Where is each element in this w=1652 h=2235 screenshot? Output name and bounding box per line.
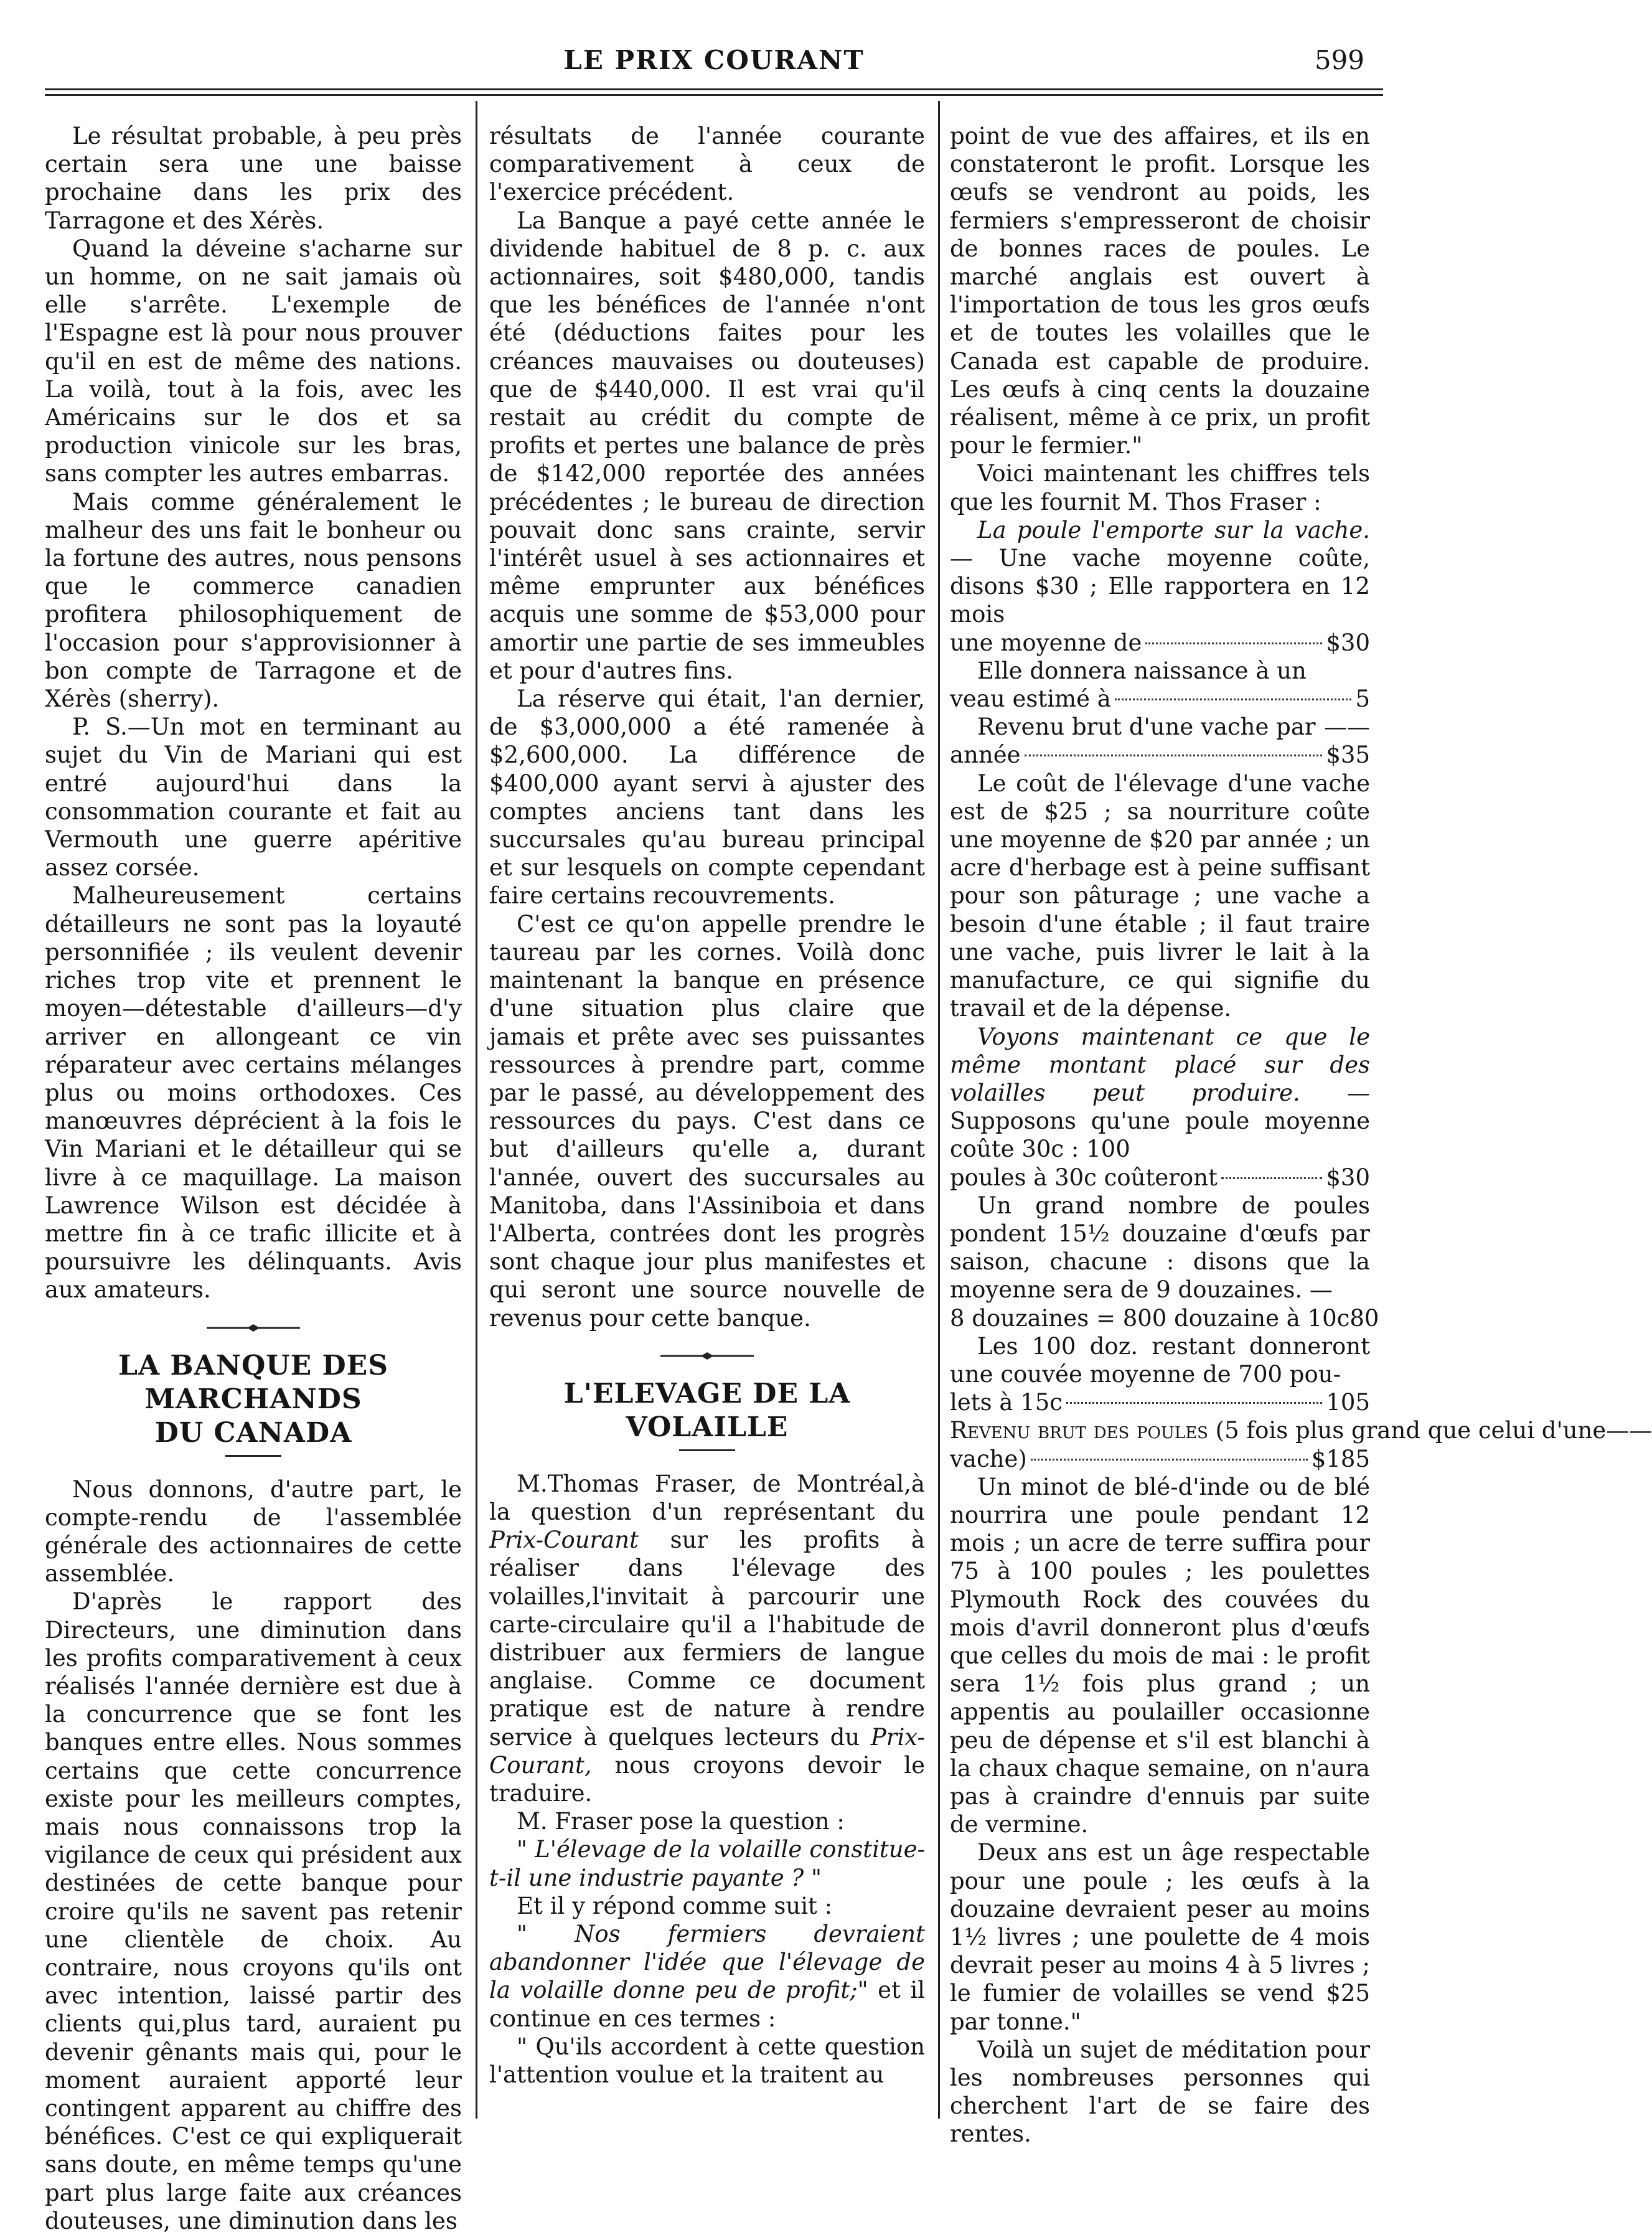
ledger-value: 105 bbox=[1326, 1389, 1370, 1416]
paragraph: Nous donnons, d'autre part, le compte-rendu de l'assemblée générale des actionnaires de cette assemblée. bbox=[45, 1475, 462, 1588]
ledger-label: poules à 30c coûteront bbox=[950, 1164, 1218, 1191]
ledger-label: veau estimé à bbox=[950, 685, 1111, 713]
leader-dots bbox=[1145, 642, 1322, 644]
ledger-value: $30 bbox=[1326, 1164, 1370, 1191]
paragraph: Le résultat probable, à peu près certain sera une une baisse prochaine dans les prix des Tarragone et des Xérès. bbox=[45, 123, 462, 234]
ledger-row bbox=[950, 1445, 1370, 1473]
header-rule-bottom bbox=[45, 94, 1383, 96]
text-run: — Supposons qu'une poule moyenne coûte 30c : 100 bbox=[950, 1079, 1370, 1163]
paragraph: Deux ans est un âge respectable pour une poule ; les œufs à la douzaine devraient peser au moins 1½ livres ; une poulette de 4 mois devrait peser au moins 4 à 5 livres ; le fumier de volailles se vend $25 par tonne." bbox=[950, 1839, 1370, 2035]
ledger-label: 8 douzaines = 800 douzaine à 10c bbox=[950, 1304, 1350, 1332]
header-rule-top bbox=[45, 88, 1383, 90]
ledger-label: une moyenne de bbox=[950, 629, 1142, 656]
small-caps-text: Revenu brut des poules bbox=[950, 1417, 1208, 1444]
ornament-divider bbox=[660, 1351, 754, 1361]
ledger-row bbox=[950, 685, 1370, 713]
text-run: sur les profits à réaliser dans l'élevage des volailles,l'invitait à parcourir une carte-circulaire qu'il a l'habitude de distribuer aux fermiers de langue anglaise. Comme ce document pratique est de nature à rendre service à quelques lecteurs du bbox=[489, 1527, 925, 1751]
text-run: M.Thomas Fraser, de Montréal,à la question d'un représentant du bbox=[489, 1470, 925, 1525]
paragraph: La Banque a payé cette année le dividende habituel de 8 p. c. aux actionnaires, soit $480,000, tandis que les bénéfices de l'année n'ont été (déductions faites pour les créances mauvaises ou douteuses) que de $440,000. Il est vrai qu'il restait au crédit du compte de profits et pertes une balance de près de $142,000 reportée des années précédentes ; le bureau de direction pouvait donc sans crainte, servir l'intérêt usuel à ses actionnaires et même emprunter aux bénéfices acquis une somme de $53,000 pour amortir une partie de ses immeubles et pour d'autres fins. bbox=[489, 207, 925, 684]
paragraph: Elle donnera naissance à un bbox=[977, 657, 1307, 684]
leader-dots bbox=[1066, 1402, 1322, 1404]
ledger-value: 5 bbox=[1355, 685, 1370, 713]
quoted-question: " L'élevage de la volaille constitue-t-il une industrie payante ? " bbox=[489, 1836, 925, 1891]
column-divider-1 bbox=[476, 101, 477, 2119]
ledger-value: $35 bbox=[1326, 741, 1370, 769]
paragraph: Malheureusement certains détailleurs ne sont pas la loyauté personnifiée ; ils veulent devenir riches trop vite et prennent le moyen—détestable d'ailleurs—d'y arriver en allongeant ce vin réparateur avec certains mélanges plus ou moins orthodoxes. Ces manœuvres déprécient à la fois le Vin Mariani et le détailleur qui se livre à ce maquillage. La maison Lawrence Wilson est décidée à mettre fin à ce trafic illicite et à poursuivre les délinquants. Avis aux amateurs. bbox=[45, 882, 462, 1304]
paragraph: " Qu'ils accordent à cette question l'attention voulue et la traitent au bbox=[489, 2033, 925, 2088]
paragraph: Mais comme généralement le malheur des uns fait le bonheur ou la fortune des autres, nous pensons que le commerce canadien profitera philosophiquement de l'occasion pour s'approvisionner à bon compte de Tarragone et de Xérès (sherry). bbox=[45, 488, 462, 713]
paragraph: Les 100 doz. restant donneront une couvée moyenne de 700 pou- bbox=[950, 1332, 1370, 1388]
paragraph: Et il y répond comme suit : bbox=[517, 1892, 833, 1919]
italic-text: Prix-Courant, bbox=[489, 1723, 925, 1779]
paragraph: point de vue des affaires, et ils en constateront le profit. Lorsque les œufs se vendront au poids, les fermiers s'empresseront de choisir de bonnes races de poules. Le marché anglais est ouvert à l'importation de tous les gros œufs et de toutes les volailles que le Canada est capable de produire. Les œufs à cinq cents la douzaine réalisent, même à ce prix, un profit pour le fermier." bbox=[950, 123, 1370, 459]
ledger-label: vache) bbox=[950, 1445, 1027, 1472]
paragraph: D'après le rapport des Directeurs, une diminution dans les profits comparativement à ceux réalisés l'année dernière est due à la concurrence que se font les banques entre elles. Nous sommes certains que cette concurrence existe pour les meilleurs comptes, mais nous connaissons trop la vigilance de ceux qui président aux destinées de cette banque pour croire qu'ils ne savent pas retenir une clientèle de choix. Au contraire, nous croyons qu'ils ont avec intention, laissé partir des clients qui,plus tard, auraient pu devenir gênants mais qui, pour le moment auraient apporté leur contingent apparent au chiffre des bénéfices. C'est ce qui expliquerait sans doute, en même temps qu'une part plus large faite aux créances douteuses, une diminution dans les bbox=[45, 1588, 462, 2234]
paragraph: Un minot de blé-d'inde ou de blé nourrira une poule pendant 12 mois ; un acre de terre suffira pour 75 à 100 poules ; les poulettes Plymouth Rock des couvées du mois d'avril donneront plus d'œufs que celles du mois de mai : le profit sera 1½ fois plus grand ; un appentis au poulailler occasionne peu de dépense et s'il est blanchi à la chaux chaque semaine, on n'aura pas à craindre d'ennuis par suite de vermine. bbox=[950, 1473, 1370, 1838]
leader-dots bbox=[1115, 699, 1352, 700]
column-2 bbox=[489, 122, 925, 2089]
column-3 bbox=[950, 122, 1652, 2148]
paragraph: Le coût de l'élevage d'une vache est de $25 ; sa nourriture coûte une moyenne de $20 par année ; un acre d'herbage est à peine suffisant pour son pâturage ; une vache a besoin d'une étable ; il faut traire une vache, puis livrer le lait à la manufacture, ce qui signifie du travail et de la dépense. bbox=[950, 769, 1370, 1022]
leader-dots bbox=[1221, 1177, 1322, 1179]
text-run: et il continue en ces termes : bbox=[489, 1977, 925, 2032]
column-1 bbox=[45, 122, 462, 2235]
leader-dots bbox=[1031, 1459, 1308, 1461]
italic-text: La poule l'emporte sur la vache.— bbox=[950, 516, 1370, 572]
paragraph: Voilà un sujet de méditation pour les nombreuses personnes qui cherchent l'art de se faire des rentes. bbox=[950, 2036, 1370, 2148]
paragraph: résultats de l'année courante comparativement à ceux de l'exercice précédent. bbox=[489, 123, 925, 206]
paragraph: C'est ce qu'on appelle prendre le taureau par les cornes. Voilà donc maintenant la banque en présence d'une situation plus claire que jamais et prête avec ses puissantes ressources à prendre part, comme par le passé, au développement des ressources du pays. C'est dans ce but d'ailleurs qu'elle a, durant l'année, ouvert des succursales au Manitoba, dans l'Assiniboia et dans l'Alberta, contrées dont les progrès sont chaque jour plus manifestes et qui seront une source nouvelle de revenus pour cette banque. bbox=[489, 910, 925, 1332]
text-run: nous croyons devoir le traduire. bbox=[489, 1751, 925, 1807]
paragraph bbox=[950, 1023, 1370, 1164]
paragraph: Voici maintenant les chiffres tels que les fournit M. Thos Fraser : bbox=[950, 460, 1370, 515]
paragraph bbox=[489, 1920, 925, 2033]
paragraph bbox=[950, 516, 1370, 629]
ledger-value: —— bbox=[1606, 1417, 1652, 1444]
paragraph: P. S.—Un mot en terminant au sujet du Vin de Mariani qui est entré aujourd'hui dans la consommation courante et fait au Vermouth une guerre apéritive assez corsée. bbox=[45, 713, 462, 882]
ledger-label: Revenu brut d'une vache par bbox=[977, 713, 1316, 741]
ledger-value: 80 bbox=[1349, 1304, 1379, 1332]
ledger-row bbox=[950, 741, 1370, 769]
italic-text: Prix-Courant bbox=[489, 1527, 639, 1554]
heading-line: DU CANADA bbox=[154, 1416, 352, 1449]
ledger-row bbox=[950, 1164, 1370, 1192]
heading-line: LA BANQUE DES MARCHANDS bbox=[118, 1349, 388, 1415]
ledger-row bbox=[950, 1388, 1370, 1416]
paragraph: La réserve qui était, l'an dernier, de $3,000,000 a été ramenée à $2,600,000. La différence de $400,000 ayant servi à ajuster des comptes anciens tant dans les succursales qu'au bureau principal et sur lesquels on compte cependant faire certains recouvrements. bbox=[489, 685, 925, 910]
page-number: 599 bbox=[1314, 45, 1364, 75]
italic-text: Voyons maintenant ce que le même montant placé sur des volailles peut produire. bbox=[950, 1023, 1370, 1106]
page-header bbox=[45, 37, 1383, 87]
ledger-label: année bbox=[950, 741, 1021, 769]
ledger-label: lets à 15c bbox=[950, 1389, 1063, 1416]
paragraph bbox=[489, 1470, 925, 1807]
column-divider-2 bbox=[938, 101, 940, 2119]
ledger-row bbox=[950, 629, 1370, 657]
ledger-label bbox=[950, 1416, 1606, 1444]
ledger-row bbox=[950, 713, 1370, 741]
paragraph: Quand la déveine s'acharne sur un homme, on ne sait jamais où elle s'arrête. L'exemple de l'Espagne est là pour nous prouver qu'il en est de même des nations. La voilà, tout à la fois, avec les Américains sur le dos et sa production vinicole sur les bras, sans compter les autres embarras. bbox=[45, 235, 462, 487]
ledger-row bbox=[950, 1416, 1652, 1444]
ornament-divider bbox=[207, 1323, 300, 1333]
paragraph: Un grand nombre de poules pondent 15½ douzaine d'œufs par saison, chacune : disons que la moyenne sera de 9 douzaines. — bbox=[950, 1192, 1370, 1304]
heading-rule bbox=[679, 1449, 735, 1451]
italic-text: " Nos fermiers devraient abandonner l'idée que l'élevage de la volaille donne peu de profit;" bbox=[489, 1920, 925, 2004]
text-run: Une vache moyenne coûte, disons $30 ; Elle rapportera en 12 mois bbox=[950, 545, 1370, 628]
article-heading-poultry: L'ELEVAGE DE LA VOLAILLE bbox=[563, 1377, 851, 1443]
paragraph: M. Fraser pose la question : bbox=[517, 1808, 845, 1835]
heading-rule bbox=[225, 1455, 281, 1457]
ledger-value: $185 bbox=[1311, 1445, 1370, 1472]
publication-title: LE PRIX COURANT bbox=[563, 45, 865, 75]
article-heading-bank bbox=[45, 1349, 462, 1450]
ledger-row bbox=[950, 1304, 1379, 1332]
text-run: (5 fois plus grand que celui d'une bbox=[1208, 1417, 1607, 1444]
ledger-value: —— bbox=[1324, 713, 1370, 741]
leader-dots bbox=[1025, 755, 1323, 756]
ledger-value: $30 bbox=[1326, 629, 1370, 656]
